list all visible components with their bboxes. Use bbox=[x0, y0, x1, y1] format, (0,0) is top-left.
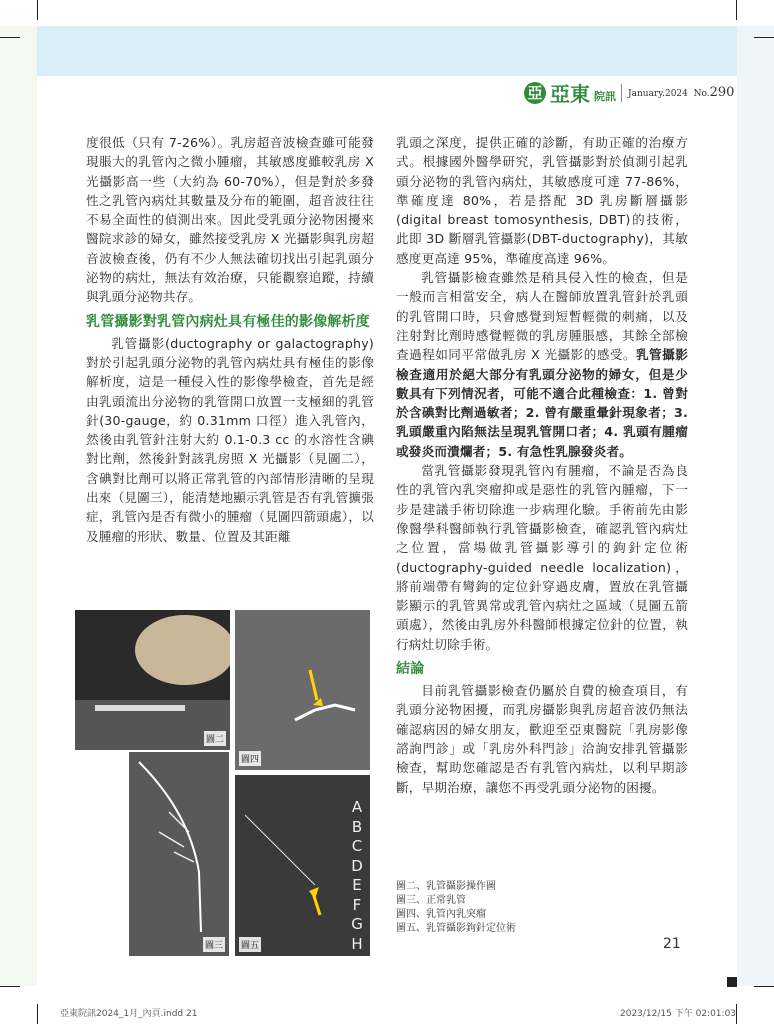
logo-subtitle: 院訊 bbox=[594, 89, 616, 103]
footer-timestamp: 2023/12/15 下午 02:01:03 bbox=[620, 1009, 737, 1019]
crop-mark bbox=[37, 1004, 38, 1024]
right-para-4: 目前乳管攝影檢查仍屬於自費的檢查項目，有乳頭分泌物困擾，而乳房攝影與乳房超音波仍無法確認病因的婦女朋友，歡迎至亞東醫院「乳房影像諮詢門診」或「乳房外科門診」洽詢安排乳管攝影檢查，幫助您確認是否有乳管內病灶，以利早期診斷，早期治療，讓您不再受乳頭分泌物的困擾。 bbox=[396, 683, 688, 795]
caption: 圖二、乳管攝影操作圖 bbox=[396, 881, 496, 892]
right-para-3: 當乳管攝影發現乳管內有腫瘤，不論是否為良性的乳管內乳突瘤抑或是惡性的乳管內腫瘤，下一步是建議手術切除進一步病理化驗。手術前先由影像醫學科醫師執行乳管攝影檢查，確認乳管內病灶之位置，當場做乳管攝影導引的鉤針定位術(ductography-guided needle localization)，將前端帶有彎鉤的定位針穿過皮膚，置放在乳管攝影顯示的乳管異常或乳管內病灶之區域（見圖五箭頭處），然後由乳房外科醫師根據定位針的位置，執行病灶切除手術。 bbox=[396, 463, 688, 652]
figure-2-label: 圖二 bbox=[204, 731, 226, 746]
crop-mark bbox=[0, 986, 20, 987]
logo-icon: 亞 bbox=[524, 82, 546, 104]
caption: 圖三、正常乳管 bbox=[396, 895, 466, 906]
crop-mark bbox=[754, 986, 774, 987]
ruler-letter: G bbox=[351, 915, 363, 933]
figure-4 bbox=[235, 610, 370, 770]
figure-2-image bbox=[75, 610, 230, 750]
figure-3 bbox=[129, 752, 229, 956]
hospital-logo bbox=[524, 78, 616, 107]
ruler-letter: A bbox=[351, 798, 363, 816]
figure-2 bbox=[75, 610, 230, 750]
crop-mark bbox=[754, 37, 774, 38]
grid-ruler bbox=[344, 798, 370, 954]
crop-mark bbox=[37, 0, 38, 20]
issue-date: January.2024 bbox=[628, 89, 688, 99]
right-para-1: 乳頭之深度，提供正確的診斷，有助正確的治療方式。根據國外醫學研究，乳管攝影對於偵測引起乳頭分泌物的乳管內病灶，其敏感度可達 77-86%，準確度達 80%，若是搭配 3D 乳房斷層攝影(digital breast tomosynthesis, DBT)的技術，此即 3D 斷層乳管攝影(DBT-ductography)，其敏感度更高達 95%，準確度高達 96%。 bbox=[396, 135, 688, 266]
right-para-2-bold: 乳管攝影檢查適用於絕大部分有乳頭分泌物的婦女，但是少數具有下列情況者，可能不適合此種檢查：1. 曾對於含碘對比劑過敏者；2. 曾有嚴重暈針現象者；3. 乳頭嚴重內陷無法呈現乳管開口者；4. 乳頭有腫瘤或發炎而潰爛者；5. 有急性乳腺發炎者。 bbox=[396, 347, 688, 459]
issue-info bbox=[621, 84, 734, 102]
crop-mark bbox=[0, 37, 20, 38]
header-band bbox=[37, 26, 737, 76]
ruler-letter: B bbox=[351, 817, 363, 836]
ruler-letter: H bbox=[351, 934, 363, 953]
crop-square bbox=[727, 977, 737, 987]
right-para-2-normal: 乳管攝影檢查雖然是稍具侵入性的檢查，但是一般而言相當安全，病人在醫師放置乳管針於乳頭的乳管開口時，只會感覺到短暫輕微的刺痛，以及注射對比劑時感覺輕微的乳房腫脹感，其餘全部檢查過程如同平常做乳房 X 光攝影的感受。 bbox=[396, 270, 688, 363]
figure-captions bbox=[396, 880, 516, 936]
ruler-letter: F bbox=[352, 895, 362, 914]
footer-filename: 亞東院訊2024_1月_內頁.indd 21 bbox=[60, 1009, 198, 1019]
arrow-icon bbox=[309, 887, 319, 899]
caption: 圖五、乳管攝影鉤針定位術 bbox=[396, 923, 516, 934]
left-para-1: 度很低（只有 7-26%）。乳房超音波檢查雖可能發現脹大的乳管內之微小腫瘤，其敏感度雖較乳房 X 光攝影高一些（大約為 60-70%），但是對於多發性之乳管內病灶其數量及分布的範圍，超音波往往不易全面性的偵測出來。因此受乳頭分泌物困擾來醫院求診的婦女，雖然接受乳房 X 光攝影與乳房超音波檢查後，仍有不少人無法確切找出引起乳頭分泌物的病灶，無法有效治療，只能觀察追蹤，持續與乳頭分泌物共存。 bbox=[86, 135, 374, 305]
crop-mark bbox=[736, 0, 737, 20]
left-heading: 乳管攝影對乳管內病灶具有極佳的影像解析度 bbox=[86, 313, 370, 330]
right-para-2 bbox=[396, 268, 688, 461]
crop-mark bbox=[736, 1004, 737, 1024]
left-para-2: 乳管攝影(ductography or galactography)對於引起乳頭分泌物的乳管內病灶具有極佳的影像解析度，這是一種侵入性的影像學檢查，首先是經由乳頭流出分泌物的乳管開口放置一支極細的乳管針(30-gauge，約 0.31mm 口徑）進入乳管內，然後由乳管針注射大約 0.1-0.3 cc 的水溶性含碘對比劑，然後針對該乳房照 X 光攝影（見圖二），含碘對比劑可以將正常乳管的內部情形清晰的呈現出來（見圖三），能清楚地顯示乳管是否有乳管擴張症，乳管內是否有微小的腫瘤（見圖四箭頭處），以及腫瘤的形狀、數量、位置及其距離 bbox=[86, 335, 374, 544]
ruler-letter: E bbox=[352, 876, 362, 894]
right-decorative-strip bbox=[737, 26, 774, 986]
left-column bbox=[86, 133, 374, 546]
figure-4-label: 圖四 bbox=[239, 751, 261, 766]
ruler-letter: C bbox=[351, 837, 363, 855]
issue-prefix: No. bbox=[693, 89, 710, 99]
figure-3-image bbox=[129, 752, 229, 956]
issue-number: 290 bbox=[709, 85, 735, 100]
figure-3-label: 圖三 bbox=[203, 937, 225, 952]
caption: 圖四、乳管內乳突瘤 bbox=[396, 909, 486, 920]
page-number: 21 bbox=[663, 936, 681, 952]
figure-4-image bbox=[235, 610, 370, 770]
left-decorative-strip bbox=[0, 26, 37, 986]
logo-text: 亞東 bbox=[550, 82, 590, 106]
figure-5-label: 圖五 bbox=[239, 937, 261, 952]
right-heading: 結論 bbox=[396, 661, 425, 678]
ruler-letter: D bbox=[351, 856, 363, 875]
right-column bbox=[396, 133, 688, 797]
